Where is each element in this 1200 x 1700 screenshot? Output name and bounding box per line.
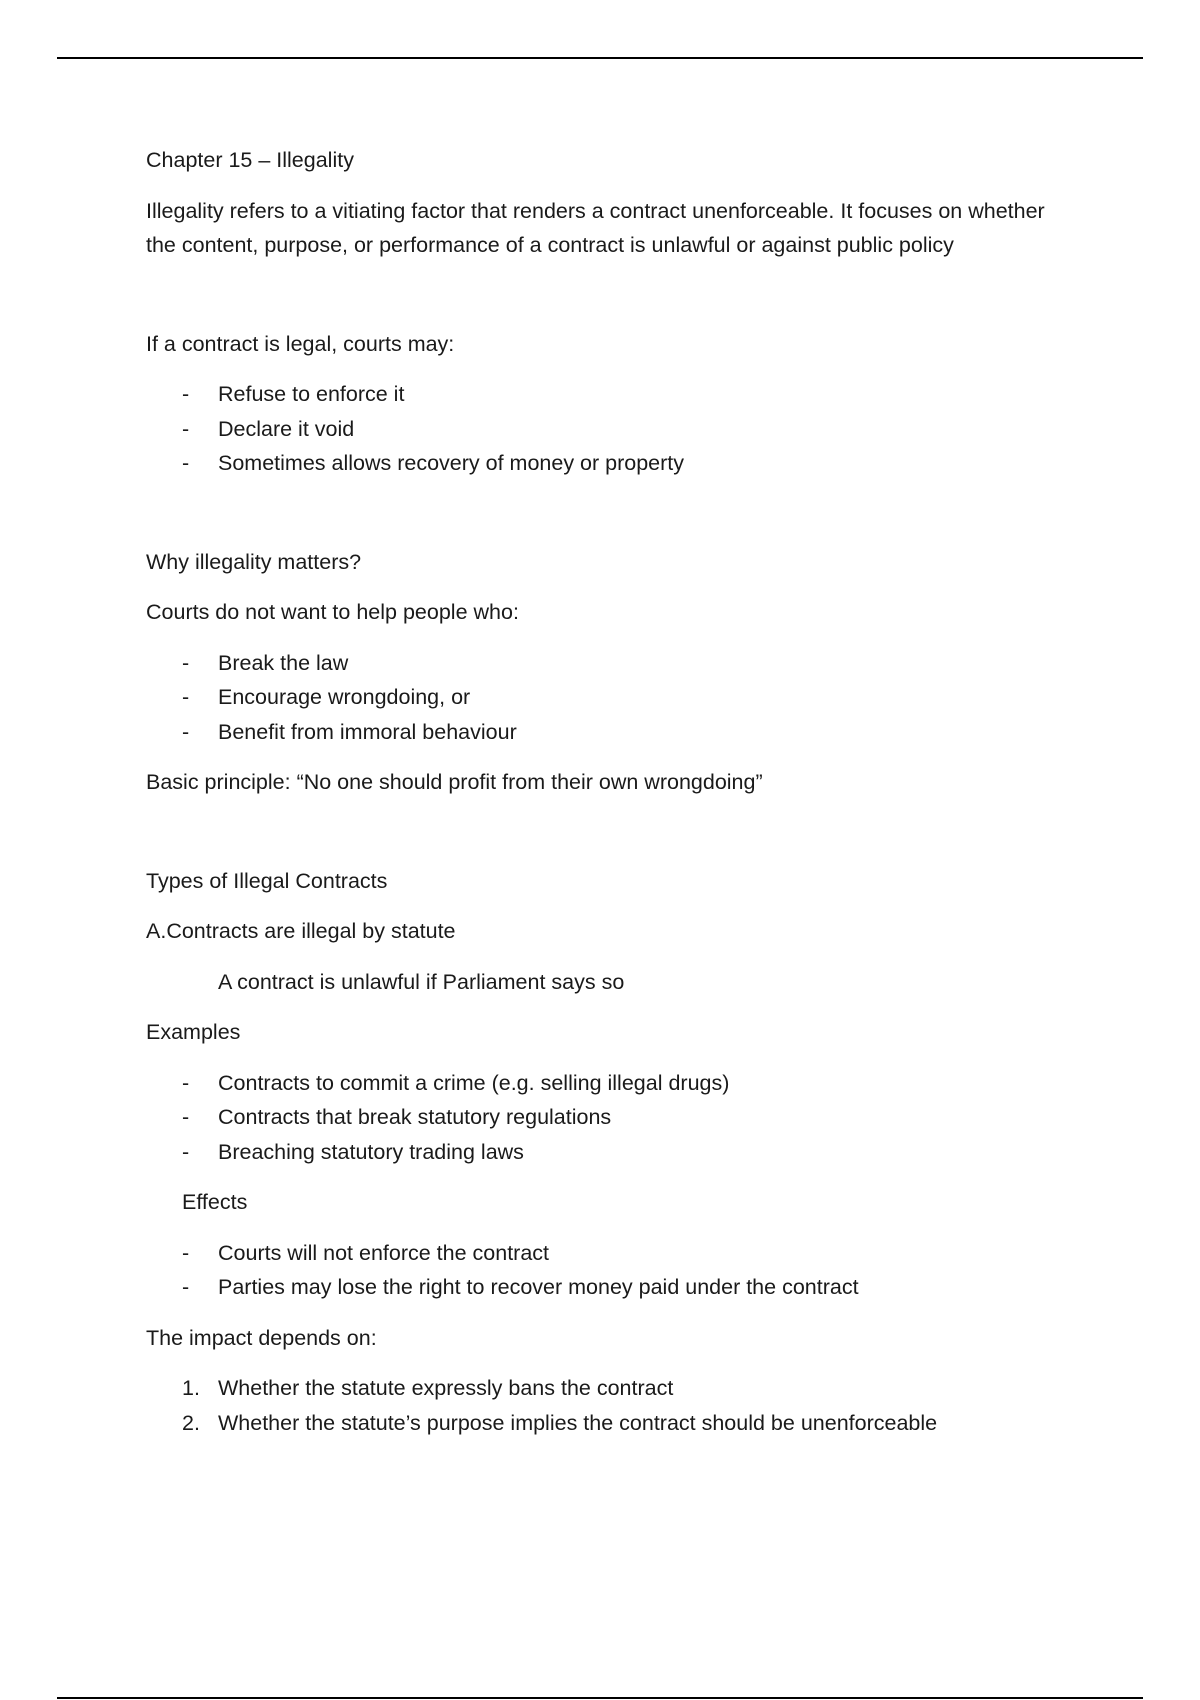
- spacer: [146, 279, 1066, 327]
- list-item: 1. Whether the statute expressly bans the contract: [146, 1371, 1066, 1406]
- footer-rule: [57, 1697, 1143, 1699]
- impact-list: [146, 1371, 1066, 1440]
- list-item: - Breaching statutory trading laws: [146, 1135, 1066, 1170]
- list-item: - Parties may lose the right to recover money paid under the contract: [146, 1270, 1066, 1305]
- list-item: - Courts will not enforce the contract: [146, 1236, 1066, 1271]
- basic-principle: Basic principle: “No one should profit from their own wrongdoing”: [146, 770, 763, 794]
- spacer: [146, 816, 1066, 864]
- statute-statement: A contract is unlawful if Parliament says so: [218, 969, 625, 994]
- impact-lead: The impact depends on:: [146, 1325, 377, 1350]
- dash-bullet: -: [182, 1139, 190, 1164]
- list-item: - Break the law: [146, 646, 1066, 681]
- effects-list: [146, 1236, 1066, 1305]
- effects-label: Effects: [182, 1190, 248, 1214]
- examples-list: [146, 1066, 1066, 1170]
- why-lead: Courts do not want to help people who:: [146, 600, 519, 624]
- legal-lead: If a contract is legal, courts may:: [146, 331, 455, 356]
- list-item: - Declare it void: [146, 412, 1066, 447]
- types-subheading: A.Contracts are illegal by statute: [146, 919, 456, 943]
- document-page: [146, 143, 1066, 1456]
- dash-bullet: -: [182, 382, 190, 406]
- dash-bullet: -: [182, 1240, 190, 1265]
- page-title: Chapter 15 – Illegality: [146, 148, 354, 172]
- why-heading: Why illegality matters?: [146, 549, 362, 574]
- dash-bullet: -: [182, 416, 190, 441]
- dash-bullet: -: [182, 1105, 190, 1129]
- list-item: - Refuse to enforce it: [146, 377, 1066, 412]
- list-item: - Sometimes allows recovery of money or property: [146, 446, 1066, 481]
- dash-bullet: -: [182, 685, 190, 709]
- types-heading: Types of Illegal Contracts: [146, 868, 388, 893]
- why-list: [146, 646, 1066, 750]
- legal-list: [146, 377, 1066, 481]
- list-item: - Contracts to commit a crime (e.g. selling illegal drugs): [146, 1066, 1066, 1101]
- list-item: - Contracts that break statutory regulations: [146, 1100, 1066, 1135]
- header-rule: [57, 57, 1143, 59]
- spacer: [146, 497, 1066, 545]
- dash-bullet: -: [182, 650, 190, 675]
- dash-bullet: -: [182, 1275, 190, 1299]
- intro-paragraph: Illegality refers to a vitiating factor that renders a contract unenforceable. It focuses on whether the content, purpose, or performance of a contract is unlawful or against public policy: [146, 198, 1045, 257]
- dash-bullet: -: [182, 1070, 190, 1095]
- list-number: 1.: [182, 1376, 200, 1400]
- list-item: 2. Whether the statute’s purpose implies the contract should be unenforceable: [146, 1406, 1066, 1441]
- dash-bullet: -: [182, 451, 190, 475]
- list-number: 2.: [182, 1410, 200, 1435]
- examples-label: Examples: [146, 1020, 241, 1044]
- list-item: - Encourage wrongdoing, or: [146, 680, 1066, 715]
- list-item: - Benefit from immoral behaviour: [146, 715, 1066, 750]
- dash-bullet: -: [182, 719, 190, 744]
